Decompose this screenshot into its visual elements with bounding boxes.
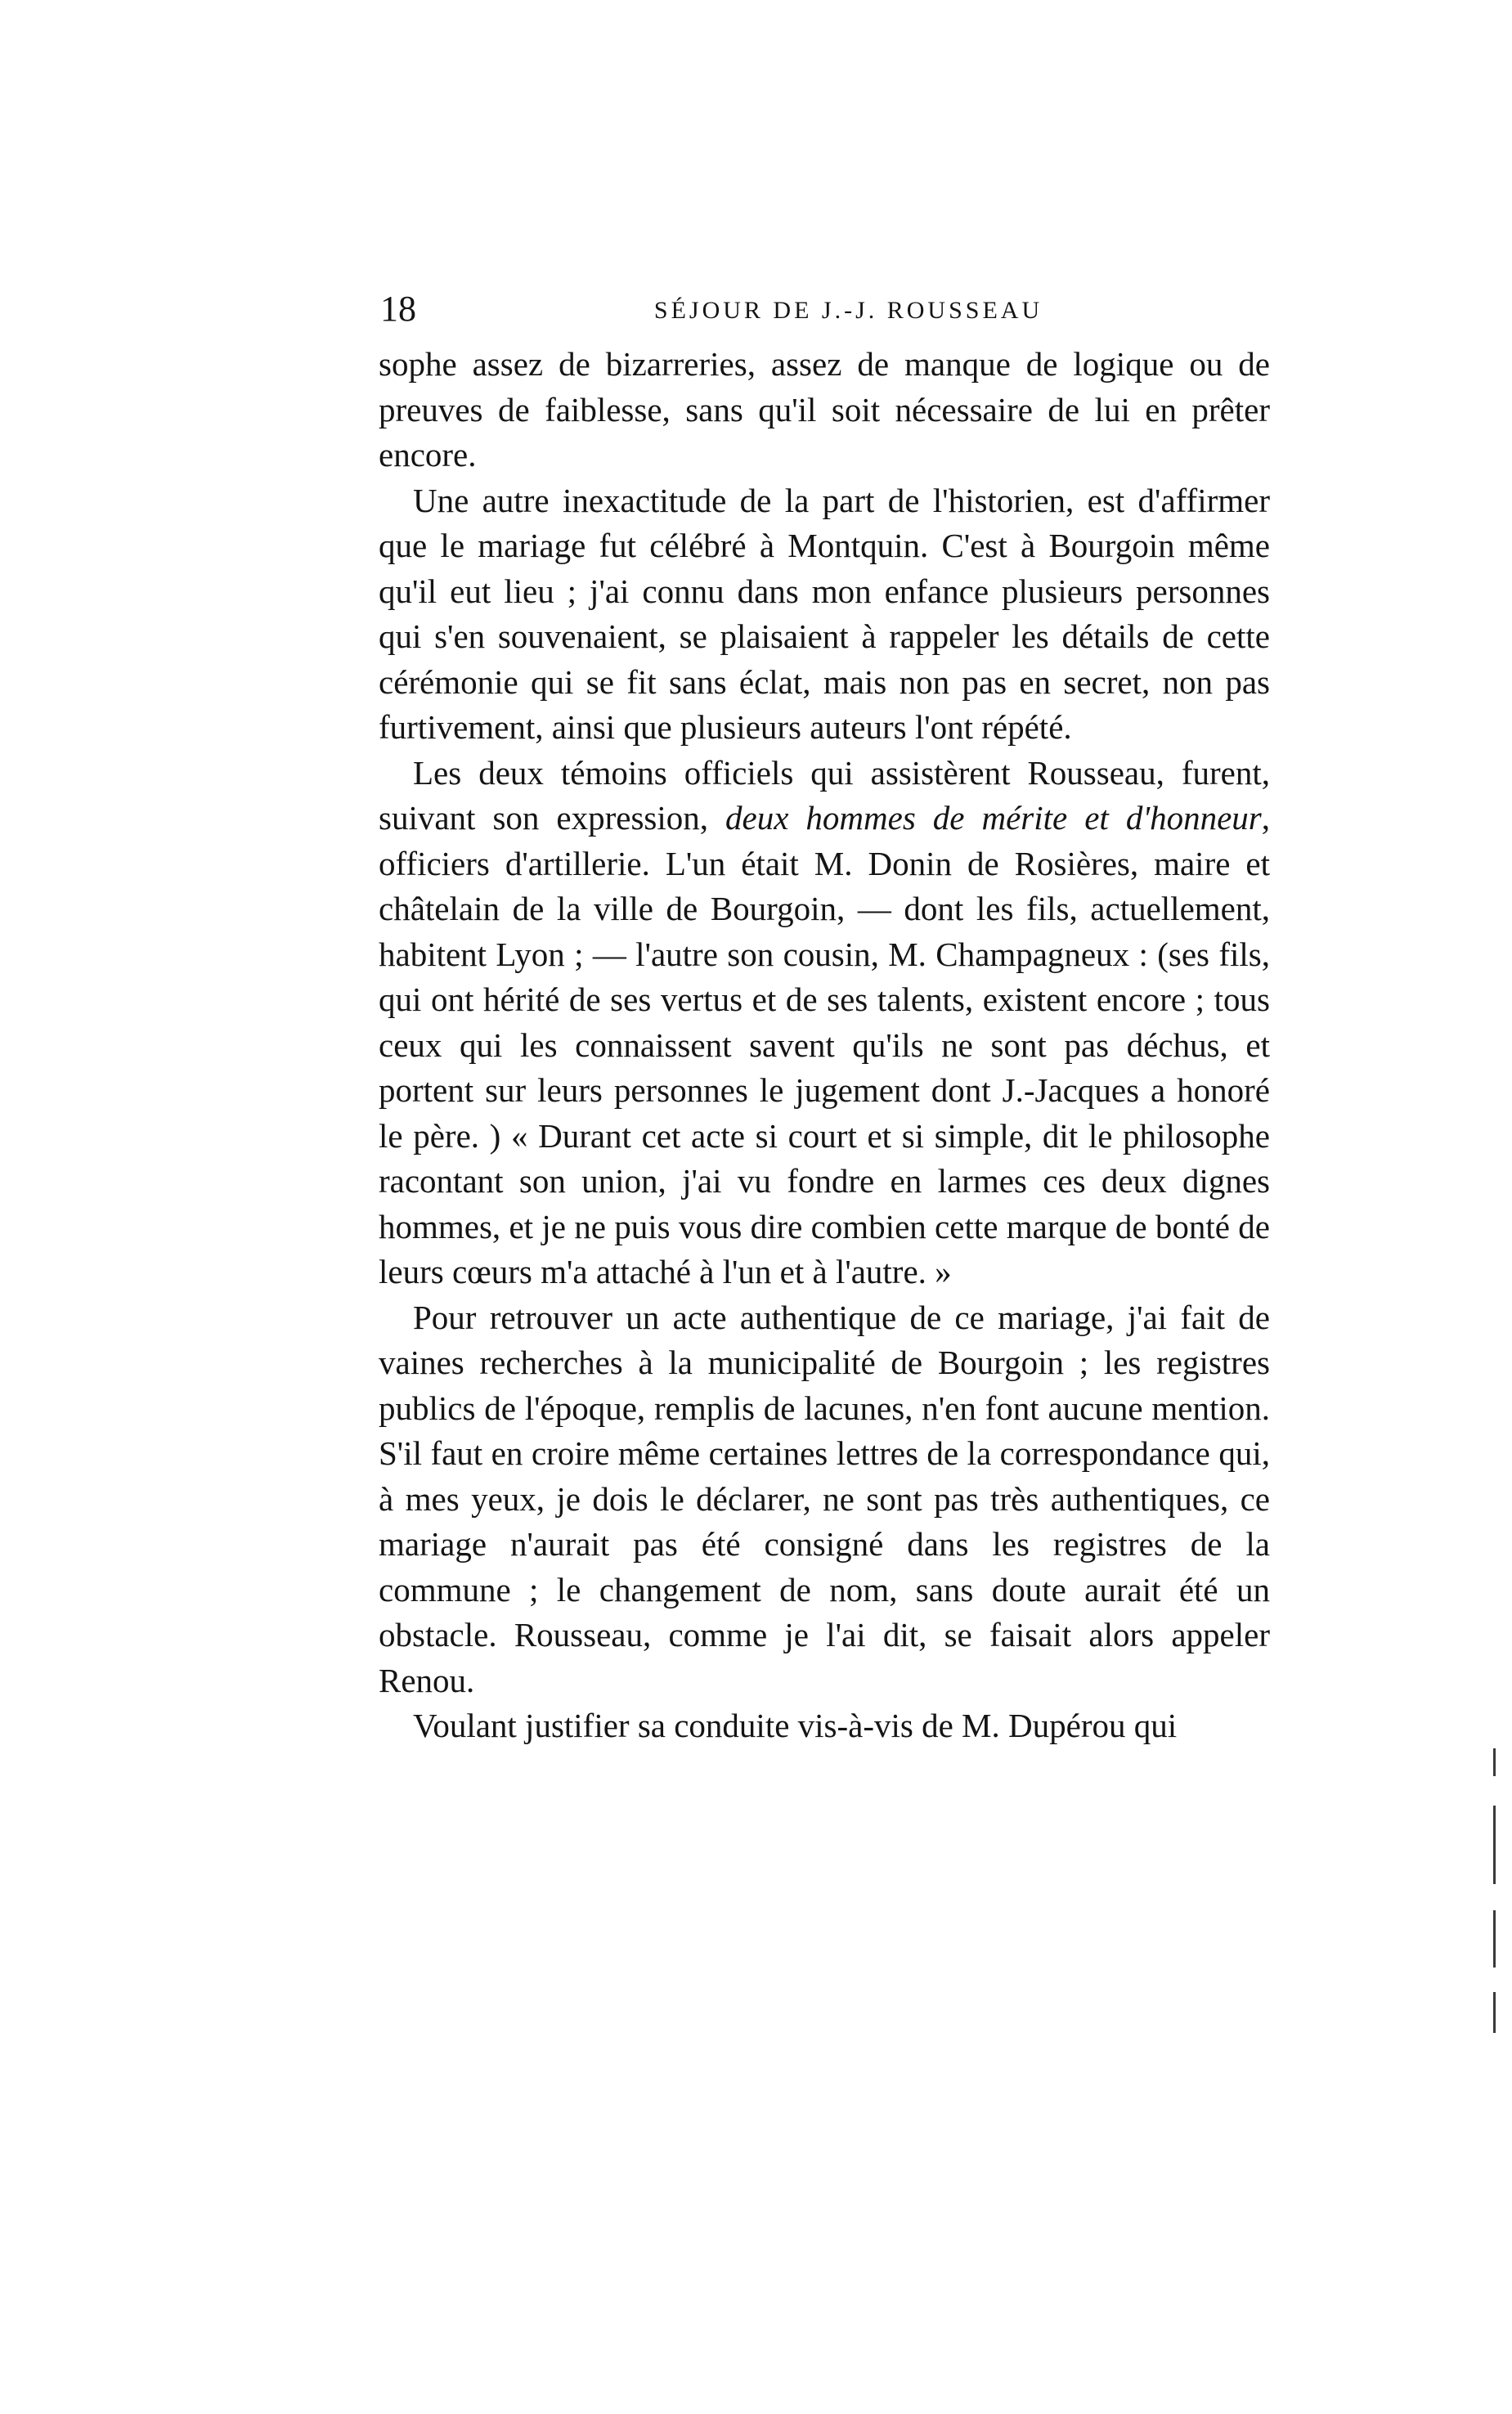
paragraph-acte-authentique: Pour retrouver un acte authentique de ce mariage, j'ai fait de vaines recherches à la municipalité de Bourgoin ; les registres publics de l'époque, remplis de lacunes, n'en font aucune mention. S'il faut en croire même certaines lettres de la correspondance qui, à mes yeux, je dois le déclarer, ne sont pas très authentiques, ce mariage n'aurait pas été consigné dans les registres de la commune ; le changement de nom, sans doute aurait été un obstacle. Rousseau, comme je l'ai dit, se faisait alors appeler Renou. [379,1298,1270,1699]
paragraph-temoins-quote: deux hommes de mérite et d'honneur [725,799,1262,837]
running-head [380,285,1267,334]
paragraph-continuation: sophe assez de bizarreries, assez de manque de logique ou de preuves de faiblesse, sans qu'il soit nécessaire de lui en prêter encore. [379,345,1270,473]
paragraph-temoins-part1: Les deux témoins officiels qui assistèrent Rousseau, furent, suivant son expression, [379,753,1270,837]
paragraph-voulant: Voulant justifier sa conduite vis-à-vis de M. Dupérou qui [413,1707,1178,1744]
body-text [379,342,1270,1749]
scan-mark [1493,1992,1496,2033]
page-number: 18 [380,289,416,329]
scan-mark [1493,1748,1496,1776]
paragraph-temoins [379,751,1270,1295]
paragraph-temoins-part2: , officiers d'artillerie. L'un était M. Donin de Rosières, maire et châtelain de la ville de Bourgoin, — dont les fils, actuellement, habitent Lyon ; — l'autre son cousin, M. Champagneux : (ses fils, qui ont hérité de ses vertus et de ses talents, existent encore ; tous ceux qui les connaissent savent qu'ils ne sont pas déchus, et portent sur leurs personnes le jugement dont J.-Jacques a honoré le père. ) « Durant cet acte si court et si simple, dit le philosophe racontant son union, j'ai vu fondre en larmes ces deux dignes hommes, et je ne puis vous dire combien cette marque de bonté de leurs cœurs m'a attaché à l'un et à l'autre. » [379,799,1271,1290]
running-title: SÉJOUR DE J.-J. ROUSSEAU [653,297,1043,324]
scan-mark [1493,1806,1496,1884]
paragraph-inexactitude: Une autre inexactitude de la part de l'historien, est d'affirmer que le mariage fut célébré à Montquin. C'est à Bourgoin même qu'il eut lieu ; j'ai connu dans mon enfance plusieurs personnes qui s'en souvenaient, se plaisaient à rappeler les détails de cette cérémonie qui se fit sans éclat, mais non pas en secret, non pas furtivement, ainsi que plusieurs auteurs l'ont répété. [379,481,1270,746]
scan-mark [1493,1910,1496,1968]
